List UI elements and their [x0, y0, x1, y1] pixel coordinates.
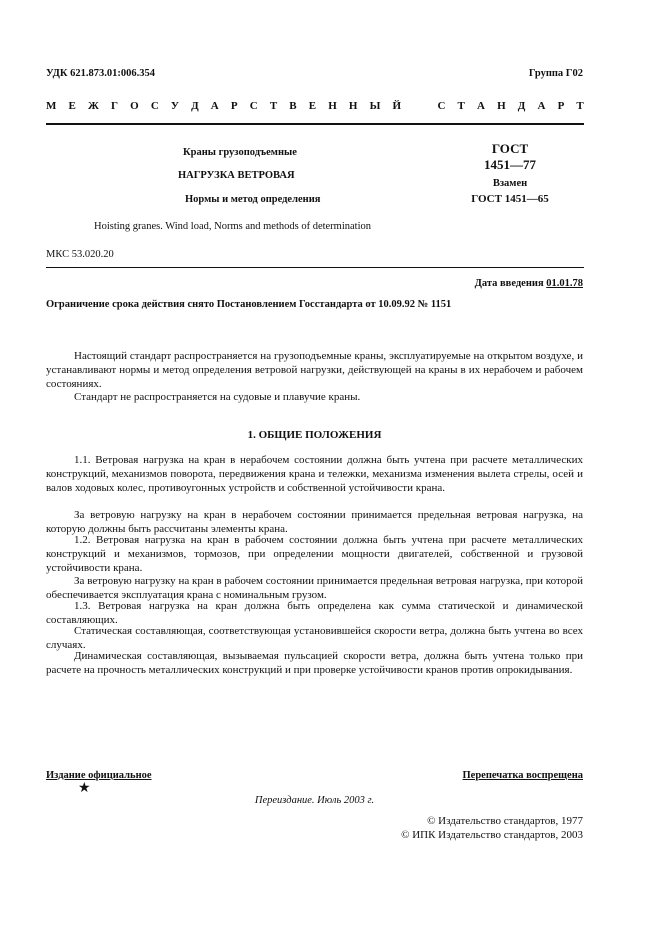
clause-1-3: 1.3. Ветровая нагрузка на кран должна быть определена как сумма статической и динамической составляющих. — [46, 600, 583, 626]
star-icon: ★ — [78, 781, 91, 796]
title-wind-load: НАГРУЗКА ВЕТРОВАЯ — [178, 170, 295, 181]
copyright-2003: © ИПК Издательство стандартов, 2003 — [401, 829, 583, 841]
heading-letter: Т — [457, 100, 465, 112]
heading-letter: Д — [517, 100, 526, 112]
intro-paragraph-1: Настоящий стандарт распространяется на грузоподъемные краны, эксплуатируемые на открытом воздухе, и устанавливают нормы и метод определения ветровой нагрузки, действующей на краны в их нерабочем и рабочем состояниях. — [46, 350, 583, 390]
intro-date-value: 01.01.78 — [546, 278, 583, 289]
reprint-prohibited: Перепечатка воспрещена — [462, 770, 583, 781]
mks-code: МКС 53.020.20 — [46, 249, 114, 260]
heading-letter: С — [249, 100, 258, 112]
gost-number: 1451—77 — [484, 157, 536, 172]
replaces-gost: ГОСТ 1451—65 — [471, 193, 549, 205]
heading-letter: С — [437, 100, 446, 112]
intro-date — [475, 278, 583, 289]
heading-letter: А — [537, 100, 546, 112]
reissue-note: Переиздание. Июль 2003 г. — [254, 795, 375, 806]
title-norms: Нормы и метод определения — [185, 194, 321, 205]
heading-letter: С — [150, 100, 159, 112]
heading-letter: А — [477, 100, 485, 112]
official-edition: Издание официальное — [46, 770, 152, 781]
group-code: Группа Г02 — [528, 68, 583, 79]
heading-letter: Ы — [369, 100, 381, 112]
heading-letter: Н — [497, 100, 506, 112]
heading-letter: Е — [68, 100, 76, 112]
mks-rule — [46, 267, 584, 268]
heading-letter: Й — [392, 100, 402, 112]
header-rule — [46, 123, 584, 125]
heading-letter: Т — [269, 100, 278, 112]
section-1-title: 1. ОБЩИЕ ПОЛОЖЕНИЯ — [247, 429, 382, 441]
clause-1-2: 1.2. Ветровая нагрузка на кран в рабочем состоянии должна быть учтена при расчете металлических конструкций и механизмов, тормозов, при определении мощности двигателей, собственной и грузовой устойчивости крана. — [46, 534, 583, 574]
heading-letter: Р — [230, 100, 238, 112]
gost-designation — [460, 141, 560, 173]
heading-letter: У — [170, 100, 179, 112]
heading-letter: О — [130, 100, 139, 112]
heading-letter: В — [289, 100, 297, 112]
restriction-note: Ограничение срока действия снято Постановлением Госстандарта от 10.09.92 № 1151 — [46, 299, 452, 310]
heading-letter: Ж — [87, 100, 99, 112]
udk-code: УДК 621.873.01:006.354 — [46, 68, 155, 79]
heading-letter: М — [46, 100, 57, 112]
interstate-standard-heading — [46, 100, 584, 112]
heading-letter: Е — [308, 100, 317, 112]
intro-date-label: Дата введения — [474, 278, 544, 289]
heading-letter: Т — [576, 100, 584, 112]
heading-letter: Н — [328, 100, 337, 112]
clause-1-2-note: За ветровую нагрузку на кран в рабочем состоянии принимается предельная ветровая нагрузка, при которой обеспечивается эксплуатация крана с номинальным грузом. — [46, 575, 583, 601]
copyright-1977: © Издательство стандартов, 1977 — [427, 815, 583, 827]
clause-1-1: 1.1. Ветровая нагрузка на кран в нерабочем состоянии должна быть учтена при расчете металлических конструкций, механизмов поворота, передвижения крана и тележки, механизма изменения вылета стрелы, осей и валов ходовых колес, противоугонных устройств и собственной устойчивости крана. — [46, 454, 583, 494]
intro-paragraph-2: Стандарт не распространяется на судовые и плавучие краны. — [74, 391, 361, 403]
heading-letter: А — [210, 100, 219, 112]
title-cranes: Краны грузоподъемные — [183, 147, 297, 158]
clause-1-3-dynamic: Динамическая составляющая, вызываемая пульсацией скорости ветра, должна быть учтена только при расчете на прочность металлических конструкций и при проверке устойчивости кранов против опрокидывания. — [46, 650, 583, 676]
clause-1-3-static: Статическая составляющая, соответствующая установившейся скорости ветра, должна быть учтена во всех случаях. — [46, 625, 583, 651]
heading-letter: Д — [191, 100, 199, 112]
heading-letter: Г — [111, 100, 118, 112]
heading-letter: Н — [348, 100, 358, 112]
english-title: Hoisting granes. Wind load, Norms and methods of determination — [94, 221, 372, 232]
replaces-label: Взамен — [492, 178, 528, 189]
clause-1-1-note: За ветровую нагрузку на кран в нерабочем состоянии принимается предельная ветровая нагрузка, на которую должны быть рассчитаны элементы крана. — [46, 509, 583, 535]
gost-label: ГОСТ — [491, 141, 529, 156]
heading-letter: Р — [557, 100, 565, 112]
